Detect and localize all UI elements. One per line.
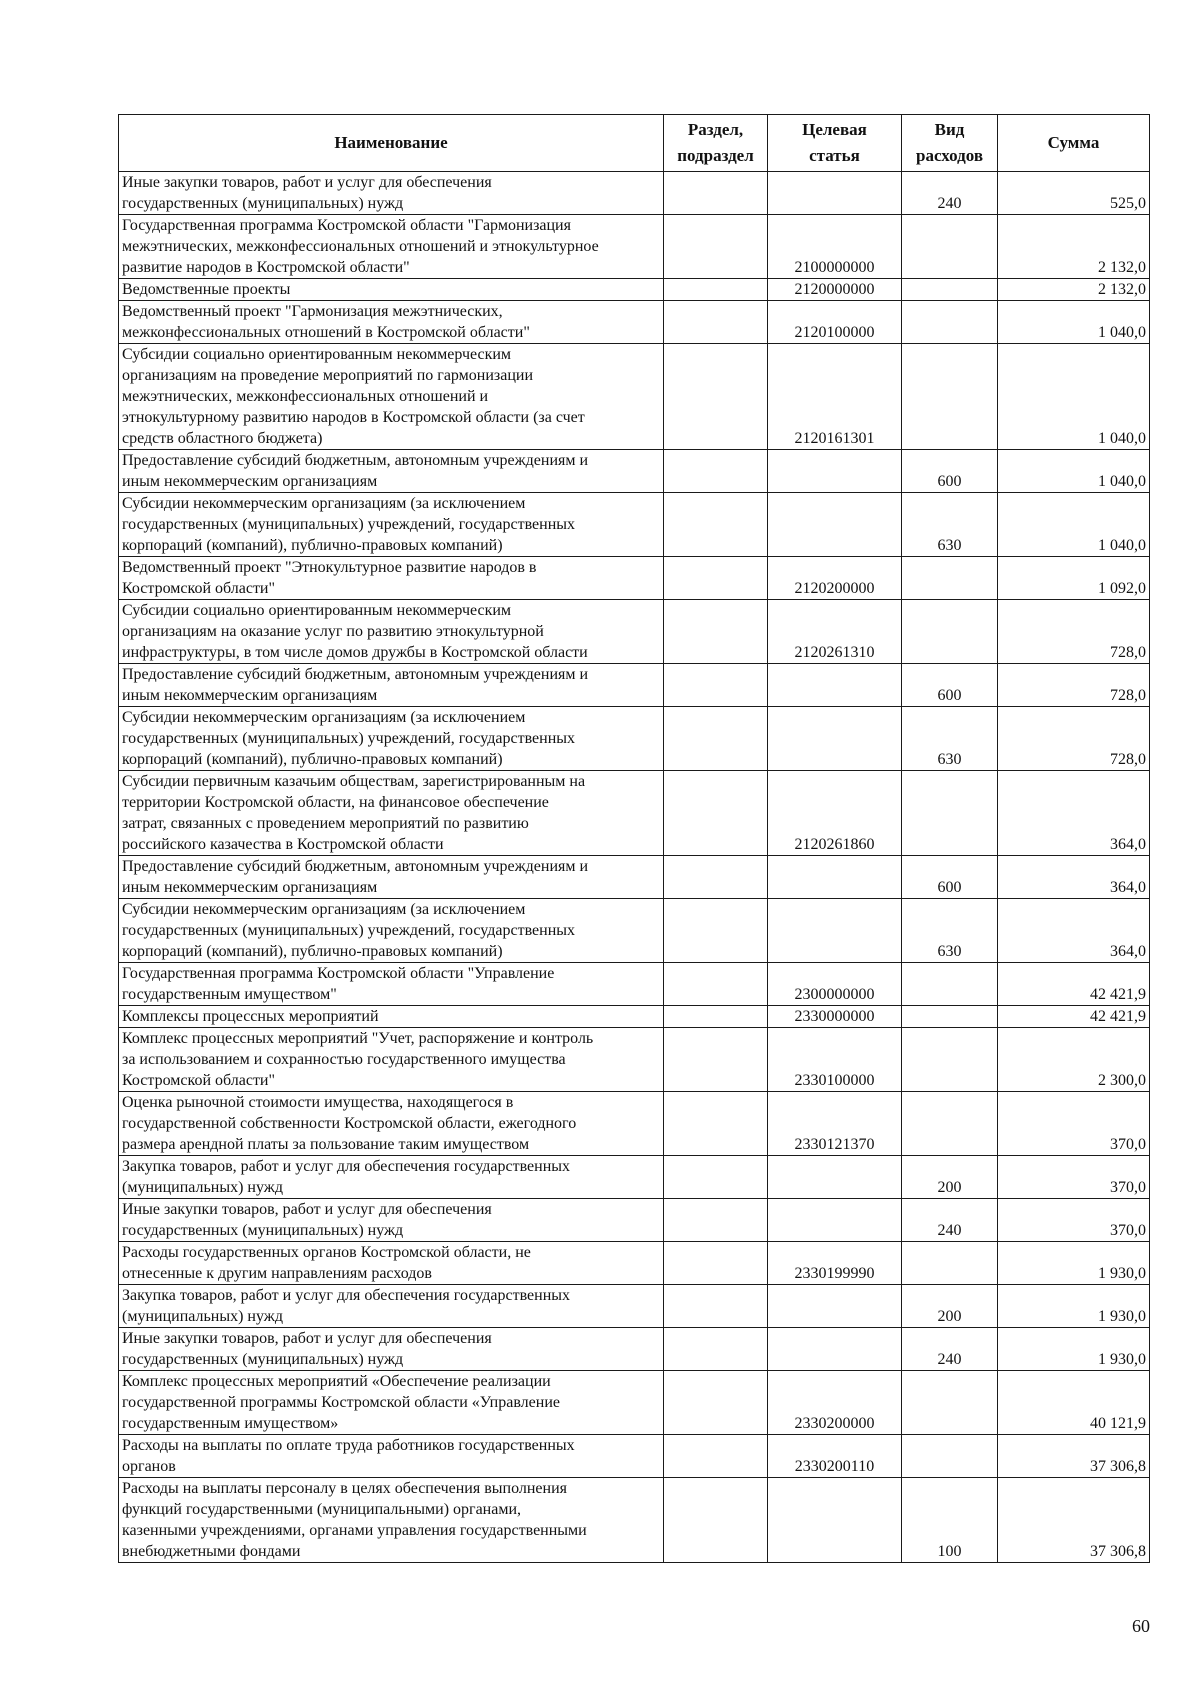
cell-section	[664, 1435, 768, 1478]
cell-target: 2120261310	[768, 600, 902, 664]
cell-type	[902, 963, 998, 1006]
cell-sum: 728,0	[998, 664, 1150, 707]
cell-name: Комплексы процессных мероприятий	[119, 1006, 664, 1028]
cell-target: 2330200110	[768, 1435, 902, 1478]
cell-target: 2100000000	[768, 215, 902, 279]
cell-target	[768, 1478, 902, 1563]
cell-sum: 1 040,0	[998, 344, 1150, 450]
table-row	[119, 344, 1150, 450]
header-type: Вид расходов	[902, 115, 998, 172]
cell-sum: 1 930,0	[998, 1285, 1150, 1328]
cell-type	[902, 279, 998, 301]
table-row	[119, 600, 1150, 664]
header-name: Наименование	[119, 115, 664, 172]
cell-type: 600	[902, 664, 998, 707]
cell-type	[902, 301, 998, 344]
cell-section	[664, 301, 768, 344]
cell-section	[664, 899, 768, 963]
cell-target	[768, 1328, 902, 1371]
table-body	[119, 172, 1150, 1563]
cell-name: Расходы на выплаты персоналу в целях обеспечения выполнения функций государственными (муниципальными) органами, казенными учреждениями, органами управления государственными внебюджетными фондами	[119, 1478, 664, 1563]
cell-section	[664, 344, 768, 450]
cell-section	[664, 707, 768, 771]
cell-name: Субсидии первичным казачьим обществам, зарегистрированным на территории Костромской области, на финансовое обеспечение затрат, связанных с проведением мероприятий по развитию российского казачества в Костромской области	[119, 771, 664, 856]
cell-target: 2120000000	[768, 279, 902, 301]
table-row	[119, 172, 1150, 215]
cell-type: 600	[902, 450, 998, 493]
cell-target: 2330000000	[768, 1006, 902, 1028]
cell-sum: 370,0	[998, 1156, 1150, 1199]
cell-sum: 728,0	[998, 707, 1150, 771]
header-section: Раздел, подраздел	[664, 115, 768, 172]
cell-section	[664, 600, 768, 664]
cell-sum: 525,0	[998, 172, 1150, 215]
cell-section	[664, 1199, 768, 1242]
cell-target: 2120161301	[768, 344, 902, 450]
table-header-row	[119, 115, 1150, 172]
cell-name: Субсидии социально ориентированным некоммерческим организациям на оказание услуг по развитию этнокультурной инфраструктуры, в том числе домов дружбы в Костромской области	[119, 600, 664, 664]
table-row	[119, 1028, 1150, 1092]
cell-section	[664, 1006, 768, 1028]
cell-type	[902, 557, 998, 600]
cell-type: 240	[902, 1199, 998, 1242]
cell-target	[768, 856, 902, 899]
cell-name: Расходы на выплаты по оплате труда работников государственных органов	[119, 1435, 664, 1478]
cell-section	[664, 1285, 768, 1328]
cell-type	[902, 215, 998, 279]
cell-target	[768, 1156, 902, 1199]
cell-type: 100	[902, 1478, 998, 1563]
cell-sum: 37 306,8	[998, 1478, 1150, 1563]
cell-type	[902, 344, 998, 450]
table-row	[119, 557, 1150, 600]
cell-sum: 1 040,0	[998, 493, 1150, 557]
cell-type: 240	[902, 1328, 998, 1371]
cell-type	[902, 1092, 998, 1156]
table-row	[119, 856, 1150, 899]
cell-name: Комплекс процессных мероприятий "Учет, распоряжение и контроль за использованием и сохранностью государственного имущества Костромской области"	[119, 1028, 664, 1092]
cell-section	[664, 1156, 768, 1199]
cell-section	[664, 557, 768, 600]
cell-sum: 2 132,0	[998, 279, 1150, 301]
cell-type	[902, 600, 998, 664]
cell-target: 2330121370	[768, 1092, 902, 1156]
cell-type: 630	[902, 493, 998, 557]
cell-name: Ведомственный проект "Гармонизация межэтнических, межконфессиональных отношений в Костромской области"	[119, 301, 664, 344]
cell-target: 2120200000	[768, 557, 902, 600]
table-row	[119, 707, 1150, 771]
table-row	[119, 899, 1150, 963]
cell-section	[664, 1371, 768, 1435]
cell-section	[664, 1328, 768, 1371]
cell-target	[768, 707, 902, 771]
cell-type: 240	[902, 172, 998, 215]
table-row	[119, 450, 1150, 493]
cell-section	[664, 493, 768, 557]
cell-name: Государственная программа Костромской области "Гармонизация межэтнических, межконфессиональных отношений и этнокультурное развитие народов в Костромской области"	[119, 215, 664, 279]
cell-section	[664, 771, 768, 856]
cell-name: Предоставление субсидий бюджетным, автономным учреждениям и иным некоммерческим организациям	[119, 856, 664, 899]
cell-sum: 40 121,9	[998, 1371, 1150, 1435]
cell-name: Субсидии некоммерческим организациям (за исключением государственных (муниципальных) учреждений, государственных корпораций (компаний), публично-правовых компаний)	[119, 899, 664, 963]
cell-type	[902, 1435, 998, 1478]
table-row	[119, 664, 1150, 707]
cell-sum: 370,0	[998, 1092, 1150, 1156]
cell-section	[664, 664, 768, 707]
cell-target	[768, 1199, 902, 1242]
cell-sum: 1 930,0	[998, 1242, 1150, 1285]
cell-sum: 37 306,8	[998, 1435, 1150, 1478]
cell-target	[768, 1285, 902, 1328]
cell-section	[664, 1478, 768, 1563]
cell-sum: 1 040,0	[998, 450, 1150, 493]
cell-target: 2300000000	[768, 963, 902, 1006]
cell-name: Комплекс процессных мероприятий «Обеспечение реализации государственной программы Костромской области «Управление государственным имуществом»	[119, 1371, 664, 1435]
cell-sum: 364,0	[998, 771, 1150, 856]
cell-target: 2330100000	[768, 1028, 902, 1092]
cell-name: Субсидии некоммерческим организациям (за исключением государственных (муниципальных) учреждений, государственных корпораций (компаний), публично-правовых компаний)	[119, 707, 664, 771]
cell-type: 630	[902, 899, 998, 963]
table-row	[119, 1242, 1150, 1285]
cell-section	[664, 279, 768, 301]
cell-target	[768, 899, 902, 963]
cell-section	[664, 172, 768, 215]
cell-name: Закупка товаров, работ и услуг для обеспечения государственных (муниципальных) нужд	[119, 1285, 664, 1328]
cell-name: Оценка рыночной стоимости имущества, находящегося в государственной собственности Костромской области, ежегодного размера арендной платы за пользование таким имуществом	[119, 1092, 664, 1156]
cell-name: Закупка товаров, работ и услуг для обеспечения государственных (муниципальных) нужд	[119, 1156, 664, 1199]
cell-target: 2120261860	[768, 771, 902, 856]
cell-target	[768, 172, 902, 215]
cell-name: Субсидии некоммерческим организациям (за исключением государственных (муниципальных) учреждений, государственных корпораций (компаний), публично-правовых компаний)	[119, 493, 664, 557]
cell-type	[902, 771, 998, 856]
table-row	[119, 1006, 1150, 1028]
cell-type: 200	[902, 1156, 998, 1199]
cell-section	[664, 963, 768, 1006]
cell-section	[664, 1092, 768, 1156]
table-row	[119, 493, 1150, 557]
cell-target: 2330199990	[768, 1242, 902, 1285]
table-row	[119, 963, 1150, 1006]
cell-section	[664, 856, 768, 899]
table-row	[119, 1435, 1150, 1478]
table-row	[119, 1478, 1150, 1563]
table-row	[119, 279, 1150, 301]
cell-type: 600	[902, 856, 998, 899]
cell-sum: 728,0	[998, 600, 1150, 664]
cell-sum: 42 421,9	[998, 963, 1150, 1006]
cell-name: Ведомственный проект "Этнокультурное развитие народов в Костромской области"	[119, 557, 664, 600]
cell-target: 2330200000	[768, 1371, 902, 1435]
table-row	[119, 1092, 1150, 1156]
header-target: Целевая статья	[768, 115, 902, 172]
cell-type	[902, 1028, 998, 1092]
table-row	[119, 1156, 1150, 1199]
cell-type: 200	[902, 1285, 998, 1328]
cell-section	[664, 1028, 768, 1092]
cell-sum: 2 132,0	[998, 215, 1150, 279]
cell-section	[664, 1242, 768, 1285]
cell-sum: 364,0	[998, 899, 1150, 963]
cell-name: Государственная программа Костромской области "Управление государственным имуществом"	[119, 963, 664, 1006]
table-row	[119, 771, 1150, 856]
cell-sum: 364,0	[998, 856, 1150, 899]
cell-section	[664, 215, 768, 279]
cell-name: Субсидии социально ориентированным некоммерческим организациям на проведение мероприятий по гармонизации межэтнических, межконфессиональных отношений и этнокультурному развитию народов в Костромской области (за счет средств областного бюджета)	[119, 344, 664, 450]
cell-type: 630	[902, 707, 998, 771]
cell-sum: 1 092,0	[998, 557, 1150, 600]
cell-sum: 2 300,0	[998, 1028, 1150, 1092]
cell-name: Иные закупки товаров, работ и услуг для обеспечения государственных (муниципальных) нужд	[119, 172, 664, 215]
cell-target	[768, 450, 902, 493]
header-sum: Сумма	[998, 115, 1150, 172]
budget-table	[118, 114, 1150, 1563]
cell-name: Расходы государственных органов Костромской области, не отнесенные к другим направлениям расходов	[119, 1242, 664, 1285]
cell-sum: 42 421,9	[998, 1006, 1150, 1028]
cell-name: Ведомственные проекты	[119, 279, 664, 301]
table-row	[119, 1199, 1150, 1242]
cell-target	[768, 493, 902, 557]
page-number: 60	[1132, 1616, 1150, 1636]
cell-type	[902, 1371, 998, 1435]
cell-sum: 1 040,0	[998, 301, 1150, 344]
cell-type	[902, 1242, 998, 1285]
cell-target: 2120100000	[768, 301, 902, 344]
table-row	[119, 301, 1150, 344]
cell-name: Предоставление субсидий бюджетным, автономным учреждениям и иным некоммерческим организациям	[119, 664, 664, 707]
cell-type	[902, 1006, 998, 1028]
cell-sum: 1 930,0	[998, 1328, 1150, 1371]
table-row	[119, 1328, 1150, 1371]
cell-target	[768, 664, 902, 707]
table-row	[119, 1285, 1150, 1328]
cell-name: Иные закупки товаров, работ и услуг для обеспечения государственных (муниципальных) нужд	[119, 1199, 664, 1242]
cell-name: Предоставление субсидий бюджетным, автономным учреждениям и иным некоммерческим организациям	[119, 450, 664, 493]
cell-sum: 370,0	[998, 1199, 1150, 1242]
table-row	[119, 1371, 1150, 1435]
table-row	[119, 215, 1150, 279]
cell-section	[664, 450, 768, 493]
cell-name: Иные закупки товаров, работ и услуг для обеспечения государственных (муниципальных) нужд	[119, 1328, 664, 1371]
